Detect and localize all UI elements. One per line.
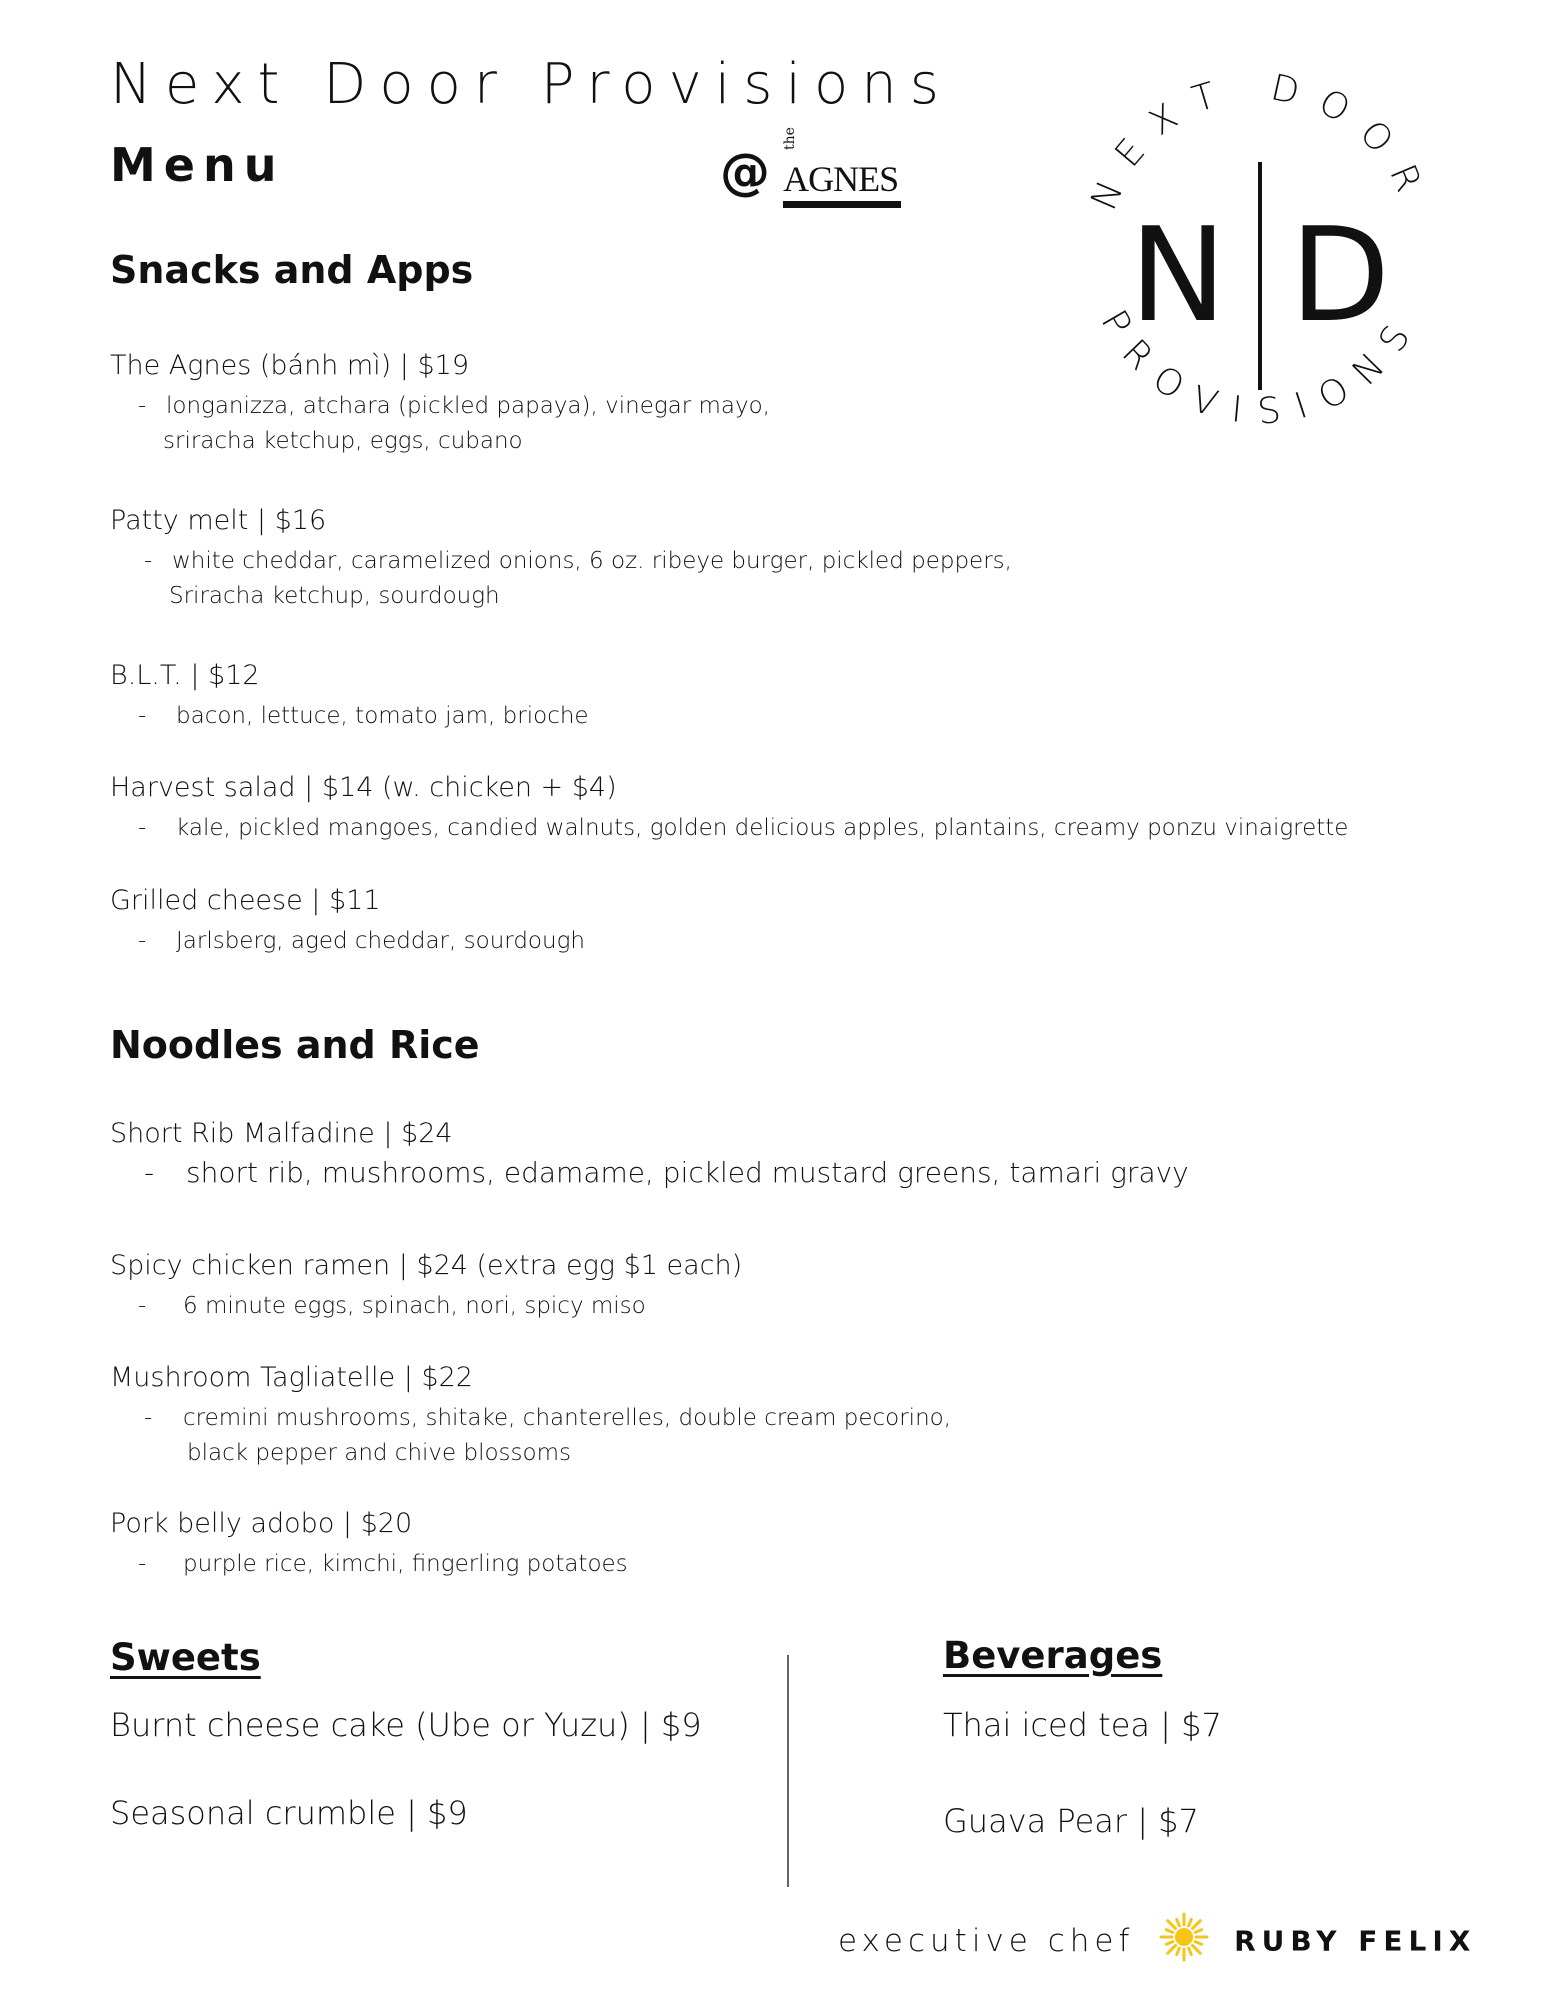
desc-line: purple rice, kimchi, fingerling potatoes [183,1551,628,1577]
venue-block [720,127,901,201]
desc-line: Jarlsberg, aged cheddar, sourdough [176,928,585,954]
bullet-dash: - [138,815,147,841]
desc-line: sriracha ketchup, eggs, cubano [163,428,523,454]
menu-item-title: B.L.T. | $12 [110,660,260,691]
section-heading-noodles: Noodles and Rice [110,1023,480,1067]
desc-line: bacon, lettuce, tomato jam, brioche [176,703,589,729]
menu-item-desc [110,699,1410,734]
desc-line: cremini mushrooms, shitake, chanterelles, double cream pecorino, [183,1405,952,1431]
bullet-dash: - [138,393,147,419]
logo-letter-n: N [1129,199,1227,351]
menu-item-desc [110,811,1410,846]
restaurant-title: Next Door Provisions [110,52,952,117]
section-heading-sweets: Sweets [110,1636,261,1679]
menu-item-title: Pork belly adobo | $20 [110,1508,413,1539]
menu-item [110,505,1410,614]
menu-item-desc [110,1547,1410,1582]
chef-prefix: executive chef [838,1923,1135,1959]
bullet-dash: - [138,1293,147,1319]
menu-item-desc [110,1155,1410,1190]
menu-item [110,1250,1410,1324]
agnes-logo-bar [783,201,901,208]
menu-item [110,660,1410,734]
desc-line: Sriracha ketchup, sourdough [169,583,500,609]
menu-item [110,350,1410,459]
agnes-logo-the: the [782,127,799,150]
menu-item-title: Short Rib Malfadine | $24 [110,1118,453,1149]
desc-line: 6 minute eggs, spinach, nori, spicy miso [183,1293,646,1319]
chef-credit [838,1912,1476,1970]
desc-line: black pepper and chive blossoms [187,1440,571,1466]
menu-item-desc [110,1289,1410,1324]
menu-item-desc [110,1401,1410,1471]
desc-line: white cheddar, caramelized onions, 6 oz. ribeye burger, pickled peppers, [172,548,1012,574]
menu-item-desc [110,389,1410,459]
logo-letter-d: D [1289,199,1391,351]
desc-line: longanizza, atchara (pickled papaya), vinegar mayo, [166,393,771,419]
bullet-dash: - [144,1405,153,1431]
bullet-dash: - [138,928,147,954]
menu-item-title: Patty melt | $16 [110,505,327,536]
beverage-item: Thai iced tea | $7 [943,1706,1222,1744]
column-divider [787,1655,789,1887]
menu-item-desc [110,544,1410,614]
menu-item-title: Mushroom Tagliatelle | $22 [110,1362,473,1393]
bullet-dash: - [144,548,153,574]
bullet-dash: - [144,1156,155,1189]
logo-top-text: NEXT DOOR [1083,67,1437,217]
sun-icon [1159,1912,1209,1970]
sweets-item: Seasonal crumble | $9 [110,1794,468,1832]
logo-bottom-text: PROVISIONS [1092,303,1428,434]
menu-item [110,885,1410,959]
menu-item-title: Spicy chicken ramen | $24 (extra egg $1 each) [110,1250,743,1281]
agnes-logo [782,127,901,208]
at-sign: @ [720,142,770,201]
menu-item-title: Grilled cheese | $11 [110,885,381,916]
desc-line: kale, pickled mangoes, candied walnuts, golden delicious apples, plantains, creamy ponzu vinaigrette [176,815,1349,841]
menu-item-title: The Agnes (bánh mì) | $19 [110,350,470,381]
beverage-item: Guava Pear | $7 [943,1802,1199,1840]
section-heading-beverages: Beverages [943,1634,1163,1677]
menu-item [110,1362,1410,1471]
bullet-dash: - [138,1551,147,1577]
section-heading-snacks: Snacks and Apps [110,248,474,292]
menu-item [110,772,1410,846]
bullet-dash: - [138,703,147,729]
menu-title: Menu [110,138,285,192]
chef-name: RUBY FELIX [1234,1924,1477,1958]
sweets-item: Burnt cheese cake (Ube or Yuzu) | $9 [110,1706,702,1744]
menu-item-title: Harvest salad | $14 (w. chicken + $4) [110,772,617,803]
menu-item [110,1118,1410,1190]
desc-line: short rib, mushrooms, edamame, pickled mustard greens, tamari gravy [186,1156,1189,1189]
agnes-logo-name: AGNES [783,159,899,199]
menu-item [110,1508,1410,1582]
menu-item-desc [110,924,1410,959]
